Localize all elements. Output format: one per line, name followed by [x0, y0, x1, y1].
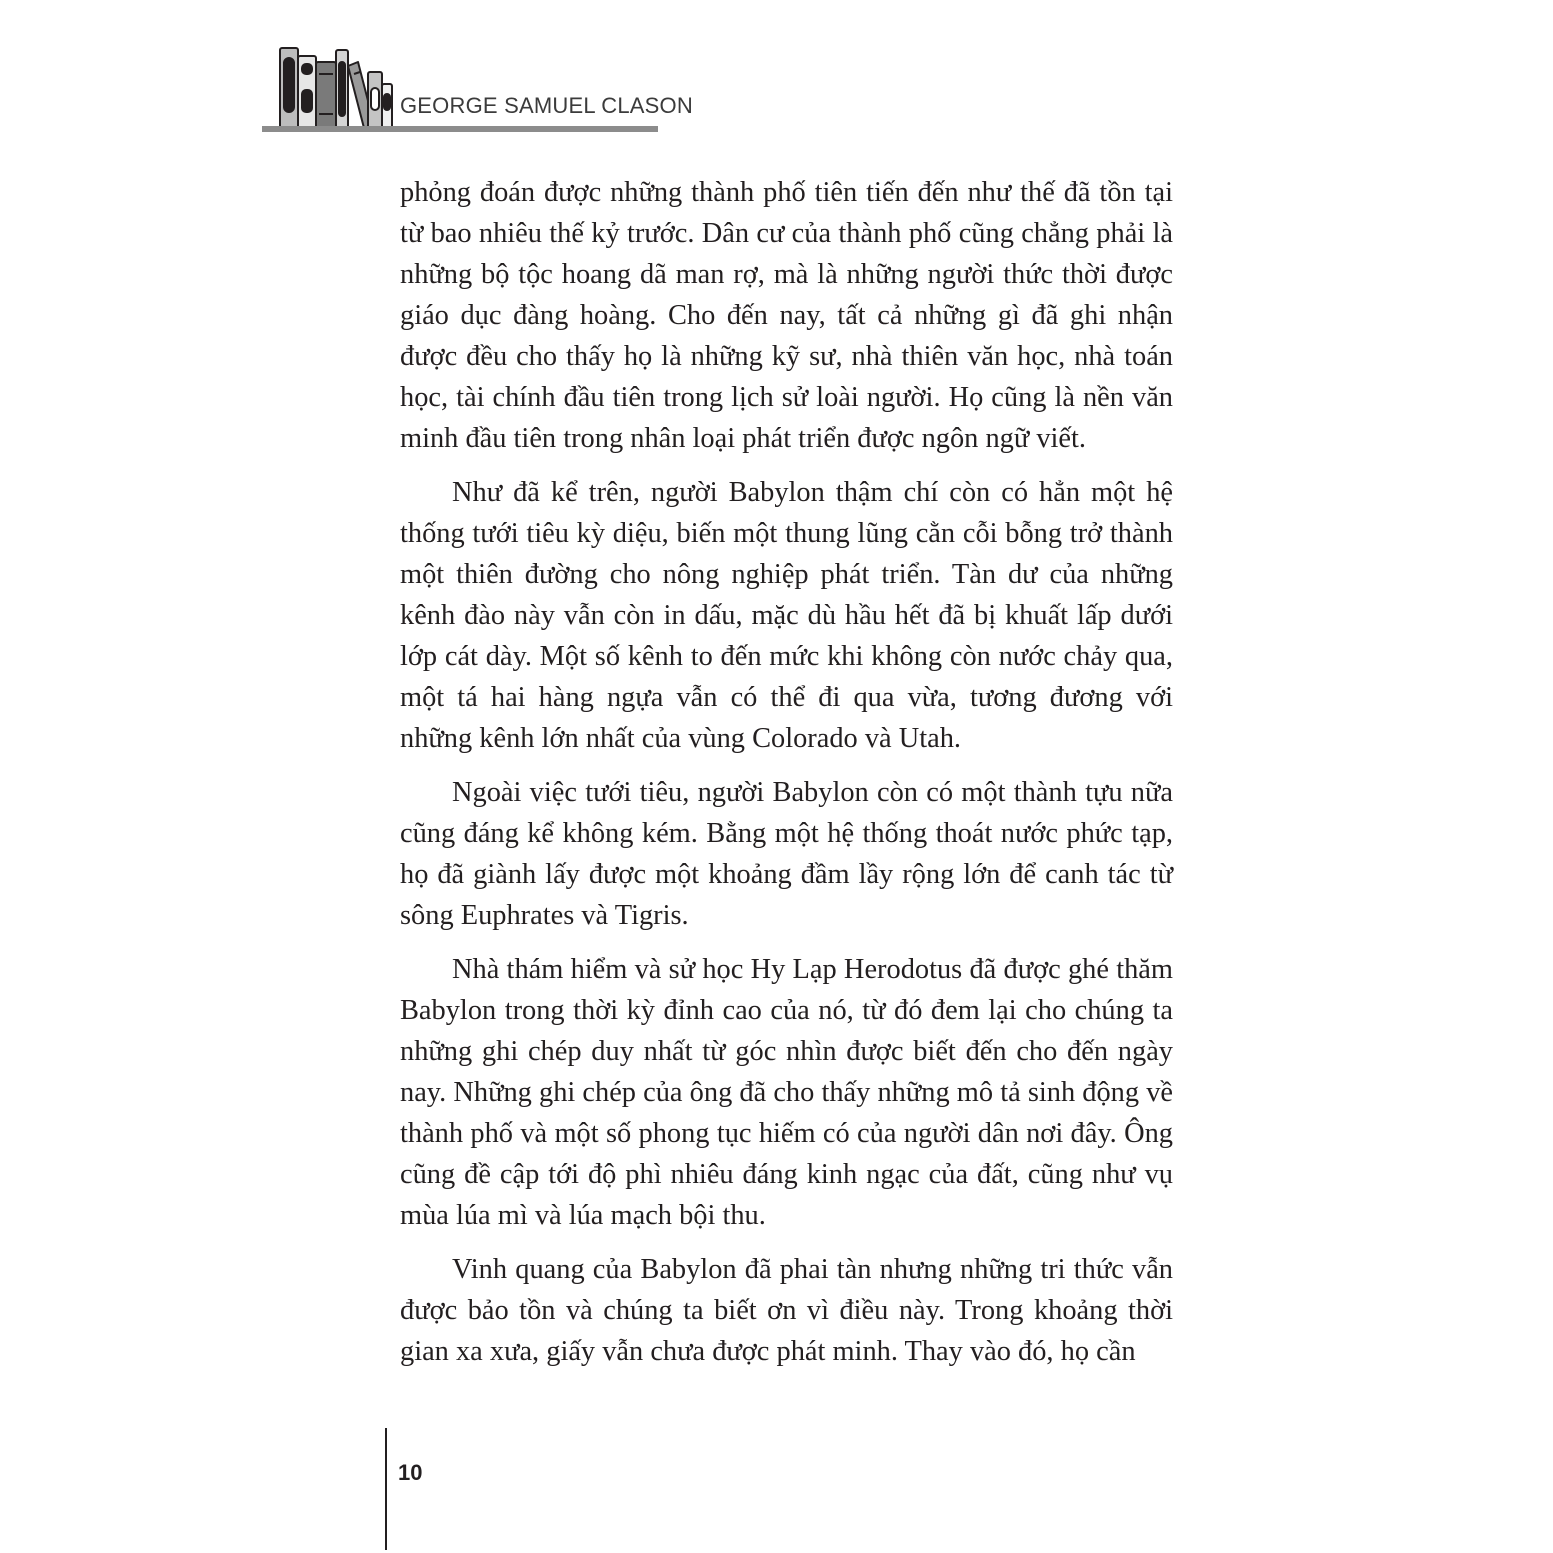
- page-number: 10: [398, 1460, 423, 1485]
- body-text: [400, 172, 1173, 1385]
- bookshelf-icon: [262, 44, 398, 130]
- paragraph: Vinh quang của Babylon đã phai tàn nhưng những tri thức vẫn được bảo tồn và chúng ta biết ơn vì điều này. Trong khoảng thời gian xa xưa, giấy vẫn chưa được phát minh. Thay vào đó, họ cần: [400, 1254, 1173, 1367]
- paragraph: Nhà thám hiểm và sử học Hy Lạp Herodotus đã được ghé thăm Babylon trong thời kỳ đỉnh cao của nó, từ đó đem lại cho chúng ta những ghi chép duy nhất từ góc nhìn được biết đến cho đến ngày nay. Những ghi chép của ông đã cho thấy những mô tả sinh động về thành phố và một số phong tục hiếm có của người dân nơi đây. Ông cũng đề cập tới độ phì nhiêu đáng kinh ngạc của đất, cũng như vụ mùa lúa mì và lúa mạch bội thu.: [400, 954, 1173, 1231]
- running-header-author: GEORGE SAMUEL CLASON: [400, 93, 693, 118]
- paragraph: Ngoài việc tưới tiêu, người Babylon còn có một thành tựu nữa cũng đáng kể không kém. Bằng một hệ thống thoát nước phức tạp, họ đã giành lấy được một khoảng đầm lầy rộng lớn để canh tác từ sông Euphrates và Tigris.: [400, 777, 1173, 931]
- paragraph: phỏng đoán được những thành phố tiên tiến đến như thế đã tồn tại từ bao nhiêu thế kỷ trước. Dân cư của thành phố cũng chẳng phải là những bộ tộc hoang dã man rợ, mà là những người thức thời được giáo dục đàng hoàng. Cho đến nay, tất cả những gì đã ghi nhận được đều cho thấy họ là những kỹ sư, nhà thiên văn học, nhà toán học, tài chính đầu tiên trong lịch sử loài người. Họ cũng là nền văn minh đầu tiên trong nhân loại phát triển được ngôn ngữ viết.: [400, 177, 1173, 454]
- paragraph: Như đã kể trên, người Babylon thậm chí còn có hẳn một hệ thống tưới tiêu kỳ diệu, biến một thung lũng cằn cỗi bỗng trở thành một thiên đường cho nông nghiệp phát triển. Tàn dư của những kênh đào này vẫn còn in dấu, mặc dù hầu hết đã bị khuất lấp dưới lớp cát dày. Một số kênh to đến mức khi không còn nước chảy qua, một tá hai hàng ngựa vẫn có thể đi qua vừa, tương đương với những kênh lớn nhất của vùng Colorado và Utah.: [400, 477, 1173, 754]
- page-number-divider: [385, 1428, 387, 1550]
- header-rule: [262, 126, 658, 132]
